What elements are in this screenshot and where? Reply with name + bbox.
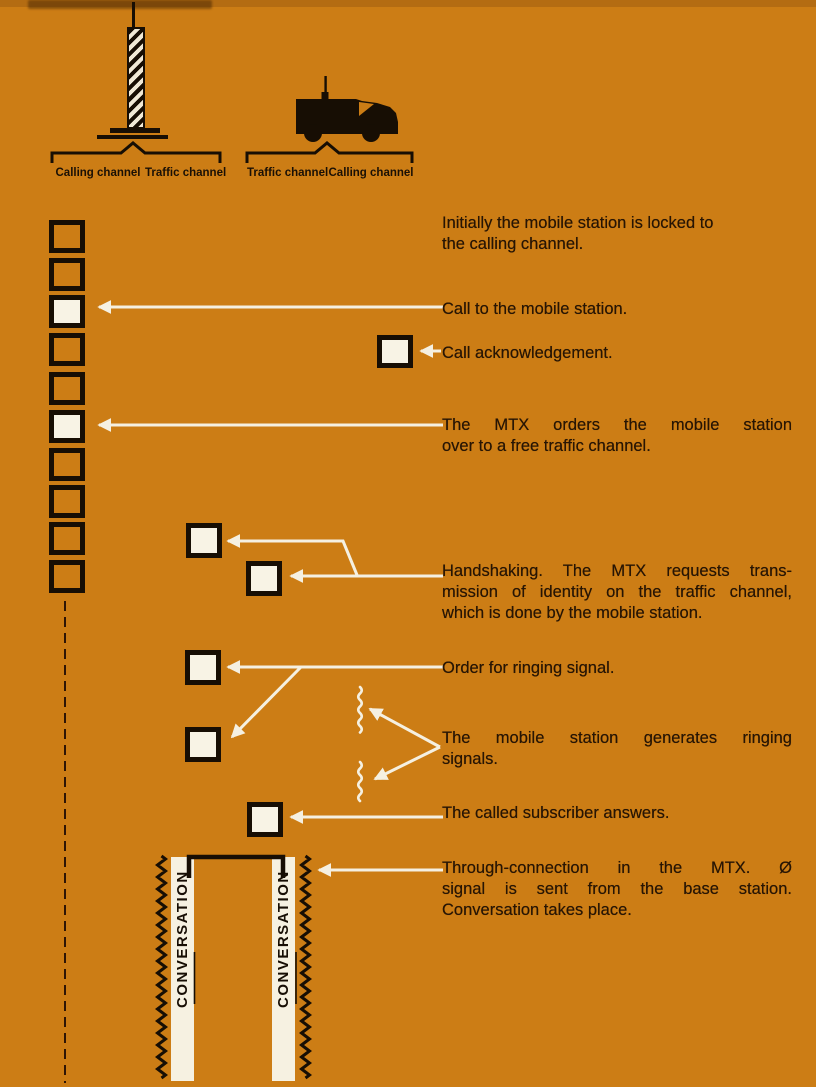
conversation-label-mobile: CONVERSATION	[275, 870, 292, 1008]
annotation-handshaking: Handshaking. The MTX requests trans- mission of identity on the traffic channel, which is done by the mobile station.	[442, 562, 792, 622]
annotation-ring-generate: The mobile station generates ringing signals.	[442, 729, 792, 768]
annotation-call-ack: Call acknowledgement.	[442, 344, 613, 362]
arrow-handshake-branch	[228, 541, 357, 575]
base-calling-channel-label: Calling channel	[55, 167, 141, 179]
annotation-mtx-orders: The MTX orders the mobile station over to a free traffic channel.	[442, 416, 792, 455]
annotation-initial-lock: Initially the mobile station is locked to the calling channel.	[442, 214, 714, 253]
ring-squiggle-bottom	[358, 762, 362, 801]
arrow-ring-signal-down	[375, 747, 440, 779]
ring-squiggle-top	[358, 687, 362, 733]
base-traffic-channel-label: Traffic channel	[145, 167, 227, 179]
conversation-label-base: CONVERSATION	[173, 870, 191, 1008]
mobile-calling-channel-label: Calling channel	[328, 167, 414, 179]
annotation-call-to-mobile: Call to the mobile station.	[442, 300, 628, 318]
mobile-traffic-channel-label: Traffic channel	[247, 167, 329, 179]
arrow-ring-generate-branch	[232, 667, 301, 737]
annotation-through-connection: Through-connection in the MTX. Ø signal is sent from the base station. Conversation takes place.	[442, 859, 792, 919]
arrow-ring-signal-up	[370, 709, 440, 747]
annotation-subscriber-answers: The called subscriber answers.	[442, 804, 670, 822]
annotation-ring-order: Order for ringing signal.	[442, 659, 615, 677]
